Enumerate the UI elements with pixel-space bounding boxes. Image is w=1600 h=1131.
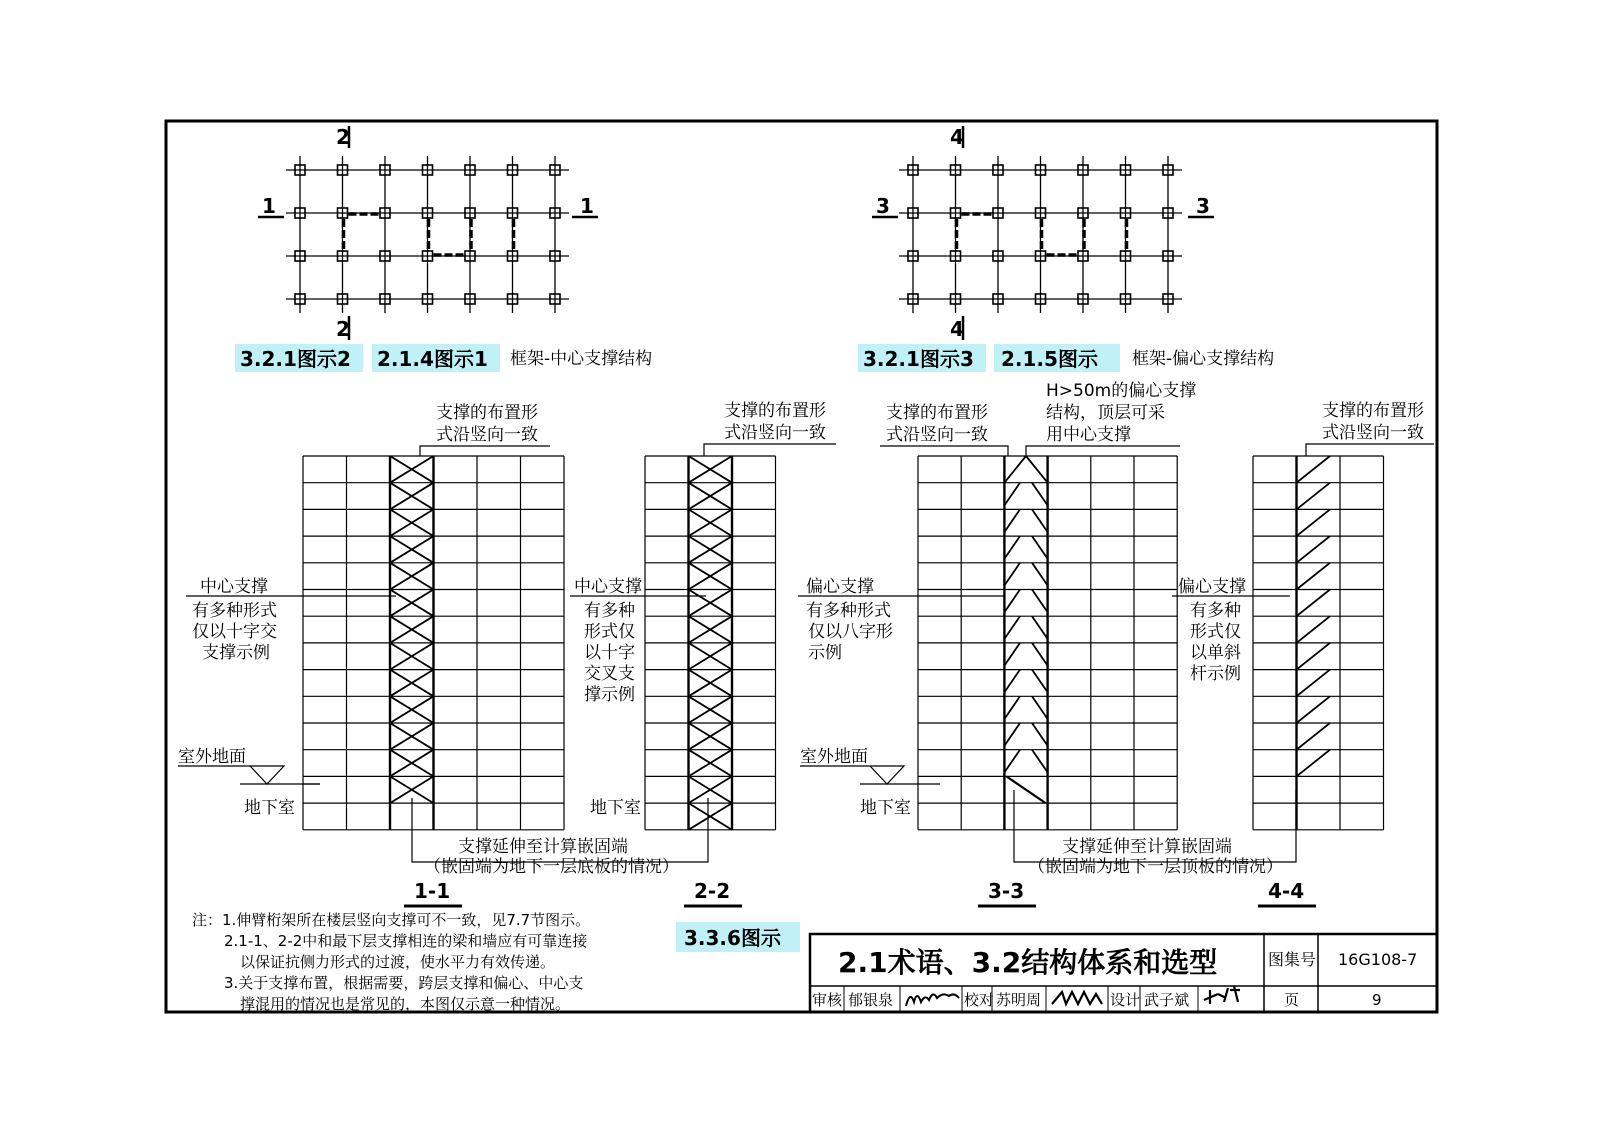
sec22-note-top-1: 支撑的布置形	[724, 401, 826, 421]
sec22-basement: 地下室	[590, 798, 641, 818]
single-diagonal-brace	[1297, 590, 1331, 617]
single-diagonal-brace	[1297, 536, 1331, 563]
sec33-basement: 地下室	[860, 798, 911, 818]
eccentric-brace	[1004, 590, 1020, 613]
reviewer-signature	[906, 994, 959, 1006]
eccentric-brace	[1004, 643, 1020, 666]
sec11-basement: 地下室	[244, 798, 295, 818]
sec11-side-2: 仅以十字交	[192, 622, 277, 642]
note-line-5: 撑混用的情况也是常见的，本图仅示意一种情况。	[240, 995, 571, 1013]
sec33-note-top2-1: H>50m的偏心支撑	[1046, 381, 1197, 401]
cut-label-bottom-2: 2	[336, 317, 350, 341]
note-line-4: 3.关于支撑布置，根据需要，跨层支撑和偏心、中心支	[224, 974, 584, 992]
cut-label-left-3: 3	[876, 194, 890, 218]
eccentric-brace	[1004, 696, 1020, 719]
plan-grid-left	[258, 126, 598, 340]
ref-2-1-5-fig[interactable]: 2.1.5图示	[1001, 347, 1098, 371]
extend-note-left-1: 支撑延伸至计算嵌固端	[458, 837, 628, 857]
eccentric-brace	[1032, 483, 1048, 506]
sec33-side-2: 仅以八字形	[808, 622, 893, 642]
sec11-note-top-1: 支撑的布置形	[436, 403, 538, 423]
eccentric-brace	[1032, 750, 1048, 773]
checker-name: 苏明周	[996, 991, 1042, 1009]
eccentric-brace	[1032, 670, 1048, 693]
eccentric-brace	[1032, 590, 1048, 613]
single-diagonal-brace	[1297, 616, 1331, 643]
sec33-note-top-1: 支撑的布置形	[886, 403, 988, 423]
note-line-3: 以保证抗侧力形式的过渡，使水平力有效传递。	[240, 953, 556, 971]
cut-label-bottom-4: 4	[950, 317, 964, 341]
sec33-note-top2-2: 结构，顶层可采	[1046, 403, 1165, 423]
sec22-side-title: 中心支撑	[574, 577, 642, 597]
extend-note-left-2: （嵌固端为地下一层底板的情况）	[424, 857, 679, 877]
eccentric-brace	[1004, 750, 1020, 773]
eccentric-brace	[1004, 563, 1020, 586]
designer-signature	[1204, 986, 1240, 1004]
sec22-note-top-2: 式沿竖向一致	[724, 423, 826, 443]
cut-label-top-2: 2	[336, 125, 350, 149]
sheet-border	[166, 121, 1437, 1012]
sec11-ground: 室外地面	[178, 747, 246, 767]
single-diagonal-brace	[1297, 723, 1331, 750]
eccentric-brace	[1004, 509, 1020, 532]
sec44-side-2: 形式仅	[1190, 622, 1241, 642]
sec11-side-title: 中心支撑	[200, 577, 268, 597]
eccentric-brace	[1004, 670, 1020, 693]
ref-3-2-1-fig3[interactable]: 3.2.1图示3	[863, 347, 974, 371]
cut-label-right-1: 1	[580, 194, 594, 218]
caption-central-brace: 框架-中心支撑结构	[510, 349, 653, 369]
single-diagonal-brace	[1297, 456, 1331, 483]
eccentric-brace	[1032, 723, 1048, 746]
page-label: 页	[1284, 991, 1300, 1009]
sec33-side-title: 偏心支撑	[806, 577, 874, 597]
sec33-side-3: 示例	[808, 643, 842, 663]
single-diagonal-brace	[1297, 563, 1331, 590]
eccentric-brace	[1004, 536, 1020, 559]
sec11-note-top-2: 式沿竖向一致	[436, 425, 538, 445]
extend-note-right-1: 支撑延伸至计算嵌固端	[1062, 837, 1232, 857]
single-diagonal-brace	[1297, 670, 1331, 697]
reviewer-name: 郁银泉	[848, 991, 894, 1009]
sec22-side-2: 形式仅	[584, 622, 635, 642]
design-label: 设计	[1110, 991, 1141, 1009]
eccentric-brace	[1032, 536, 1048, 559]
sec22-side-3: 以十字	[584, 643, 635, 663]
eccentric-brace	[1032, 616, 1048, 639]
section-label-3-3: 3-3	[988, 879, 1025, 903]
basement-brace	[1006, 776, 1045, 803]
sec22-side-4: 交叉支	[584, 664, 635, 684]
eccentric-brace	[1004, 723, 1020, 746]
sec33-note-top-2: 式沿竖向一致	[886, 425, 988, 445]
single-diagonal-brace	[1297, 509, 1331, 536]
sec44-side-3: 以单斜	[1190, 643, 1241, 663]
elevation-3-3	[918, 456, 1177, 830]
ref-2-1-4-fig1[interactable]: 2.1.4图示1	[377, 347, 488, 371]
eccentric-brace	[1032, 563, 1048, 586]
checker-signature	[1052, 992, 1102, 1004]
sec22-side-1: 有多种	[584, 601, 635, 621]
eccentric-brace	[1032, 643, 1048, 666]
single-diagonal-brace	[1297, 696, 1331, 723]
section-label-4-4: 4-4	[1268, 879, 1305, 903]
check-label: 校对	[964, 991, 995, 1009]
ref-3-3-6-fig[interactable]: 3.3.6图示	[684, 926, 781, 950]
chevron-brace	[1026, 456, 1048, 483]
elevation-2-2	[645, 456, 776, 830]
designer-name: 武子斌	[1144, 991, 1190, 1009]
plan-grid-right	[872, 126, 1214, 340]
caption-eccentric-brace: 框架-偏心支撑结构	[1132, 349, 1275, 369]
page-number: 9	[1372, 991, 1382, 1009]
atlas-label: 图集号	[1268, 950, 1317, 969]
cut-label-top-4: 4	[950, 125, 964, 149]
sec44-side-4: 杆示例	[1190, 664, 1241, 684]
elevation-1-1	[303, 456, 564, 830]
sec11-side-1: 有多种形式	[192, 601, 277, 621]
section-label-2-2: 2-2	[694, 879, 731, 903]
note-line-1: 注：1.伸臂桁架所在楼层竖向支撑可不一致，见7.7节图示。	[192, 911, 591, 929]
sec33-note-top2-3: 用中心支撑	[1046, 425, 1131, 445]
ref-3-2-1-fig2[interactable]: 3.2.1图示2	[240, 347, 351, 371]
single-diagonal-brace	[1297, 643, 1331, 670]
sec11-side-3: 支撑示例	[202, 643, 270, 663]
cut-label-left-1: 1	[262, 194, 276, 218]
single-diagonal-brace	[1297, 750, 1331, 777]
sec44-side-1: 有多种	[1190, 601, 1241, 621]
review-label: 审核	[812, 991, 843, 1009]
sec44-note-top-1: 支撑的布置形	[1322, 401, 1424, 421]
eccentric-brace	[1032, 696, 1048, 719]
extend-note-right-2: （嵌固端为地下一层顶板的情况）	[1028, 857, 1283, 877]
sec33-side-1: 有多种形式	[806, 601, 891, 621]
section-label-1-1: 1-1	[414, 879, 451, 903]
eccentric-brace	[1004, 483, 1020, 506]
sec33-ground: 室外地面	[800, 747, 868, 767]
sec44-note-top-2: 式沿竖向一致	[1322, 423, 1424, 443]
elevation-4-4	[1253, 456, 1384, 830]
drawing-title: 2.1术语、3.2结构体系和选型	[838, 946, 1218, 979]
single-diagonal-brace	[1297, 483, 1331, 510]
atlas-number: 16G108-7	[1338, 950, 1418, 969]
eccentric-brace	[1032, 509, 1048, 532]
chevron-brace	[1004, 456, 1026, 483]
sec22-side-5: 撑示例	[584, 685, 635, 705]
cut-label-right-3: 3	[1196, 194, 1210, 218]
sec44-side-title: 偏心支撑	[1178, 577, 1246, 597]
note-line-2: 2.1-1、2-2中和最下层支撑相连的梁和墙应有可靠连接	[224, 932, 588, 950]
eccentric-brace	[1004, 616, 1020, 639]
